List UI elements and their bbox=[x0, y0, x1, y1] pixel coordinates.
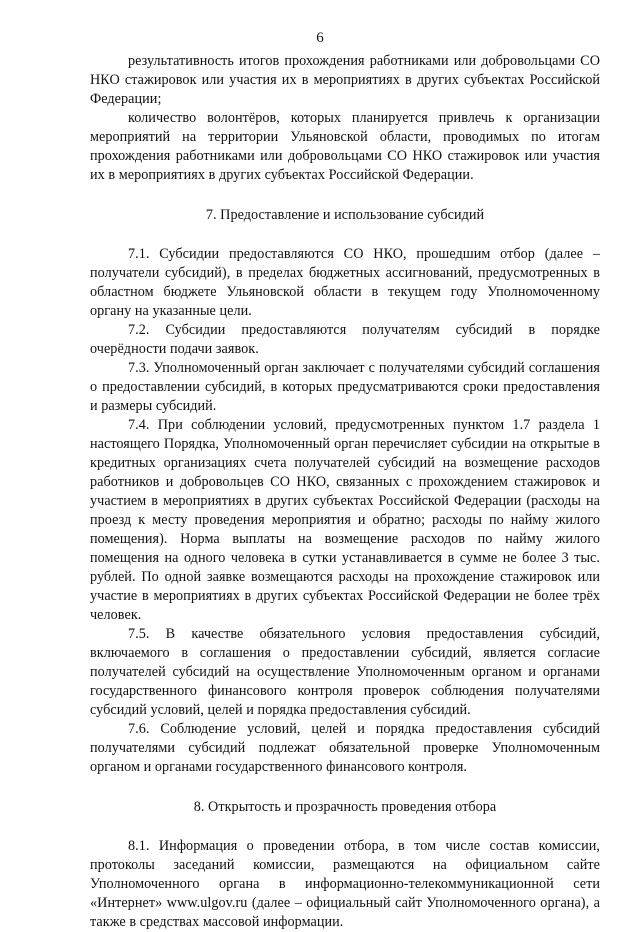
paragraph-7-6: 7.6. Соблюдение условий, целей и порядка предоставления субсидий получателями субсидий подлежат обязательной проверке Уполномоченным органом и органами государственного финансового контроля. bbox=[90, 721, 600, 775]
section-8-heading: 8. Открытость и прозрачность проведения отбора bbox=[193, 799, 497, 815]
paragraph-7-1: 7.1. Субсидии предоставляются СО НКО, прошедшим отбор (далее – получатели субсидий), в пределах бюджетных ассигнований, предусмотренных в областном бюджете Ульяновской области в текущем году Уполномоченному органу на указанные цели. bbox=[90, 246, 600, 319]
page-number: 6 bbox=[316, 30, 324, 46]
paragraph-7-4: 7.4. При соблюдении условий, предусмотренных пунктом 1.7 раздела 1 настоящего Порядка, Уполномоченный орган перечисляет субсидии на открытые в кредитных организациях счета получателей субсидий на возмещение расходов работников и добровольцев СО НКО, связанных с прохождением стажировок и участием в мероприятиях в других субъектах Российской Федерации (расходы на проезд к месту проведения мероприятия и обратно; расходы по найму жилого помещения). Норма выплаты на возмещение расходов по найму жилого помещения на одного человека в сутки устанавливается в сумме не более 3 тыс. рублей. По одной заявке возмещаются расходы на прохождение стажировок или участие в мероприятиях в других субъектах Российской Федерации не более трёх человек. bbox=[90, 417, 600, 623]
document-body bbox=[90, 52, 600, 932]
intro-paragraph-1: результативность итогов прохождения работниками или добровольцами СО НКО стажировок или участия их в мероприятиях в других субъектах Российской Федерации; bbox=[90, 53, 600, 107]
paragraph-7-5: 7.5. В качестве обязательного условия предоставления субсидий, включаемого в соглашения о предоставлении субсидий, является согласие получателей субсидий на осуществление Уполномоченным органом и органами государственного финансового контроля проверок соблюдения получателями субсидий условий, целей и порядка предоставления субсидий. bbox=[90, 626, 600, 718]
intro-paragraph-2: количество волонтёров, которых планируется привлечь к организации мероприятий на территории Ульяновской области, проводимых по итогам прохождения работниками или добровольцами СО НКО стажировок или участия их в мероприятиях в других субъектах Российской Федерации. bbox=[90, 110, 600, 183]
paragraph-7-3: 7.3. Уполномоченный орган заключает с получателями субсидий соглашения о предоставлении субсидий, в которых предусматриваются сроки предоставления и размеры субсидий. bbox=[90, 360, 600, 414]
paragraph-8-1: 8.1. Информация о проведении отбора, в том числе состав комиссии, протоколы заседаний комиссии, размещаются на официальном сайте Уполномоченного органа в информационно-телекоммуникационной сети «Интернет» www.ulgov.ru (далее – официальный сайт Уполномоченного органа), а также в средствах массовой информации. bbox=[90, 838, 600, 930]
paragraph-7-2: 7.2. Субсидии предоставляются получателям субсидий в порядке очерёдности подачи заявок. bbox=[90, 322, 600, 357]
section-7-heading: 7. Предоставление и использование субсидий bbox=[205, 207, 485, 223]
